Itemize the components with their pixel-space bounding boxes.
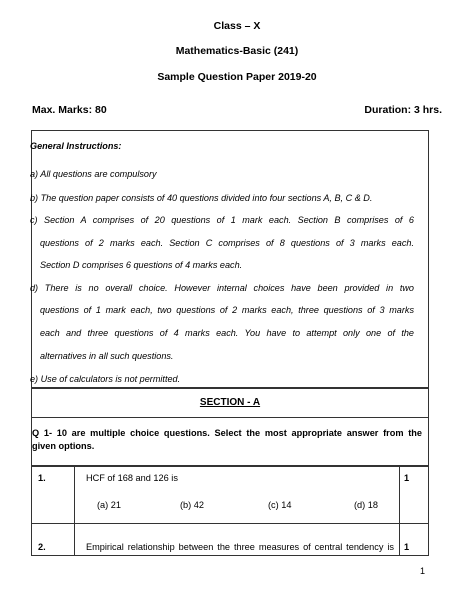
question-2-text: Empirical relationship between the three measures of central tendency is <box>86 542 394 552</box>
marks-duration-row <box>32 104 442 116</box>
instruction-d-line-3: each and three questions of 4 marks each. You have to attempt only one of the <box>40 328 414 338</box>
question-1-text: HCF of 168 and 126 is <box>86 473 178 483</box>
instruction-b: b) The question paper consists of 40 questions divided into four sections A, B, C & D. <box>30 193 373 203</box>
instruction-e: e) Use of calculators is not permitted. <box>30 374 181 384</box>
instruction-c-line-2: questions of 2 marks each. Section C comprises of 8 questions of 3 marks each. <box>40 238 414 248</box>
question-1-option-a: (a) 21 <box>97 500 122 510</box>
section-a-title-text: SECTION - A <box>199 397 261 408</box>
instruction-d-line-2: questions of 1 mark each, two questions of 2 marks each, three questions of 3 marks <box>40 305 414 315</box>
instruction-c-line-1: c) Section A comprises of 20 questions of 1 mark each. Section B comprises of 6 <box>30 215 414 225</box>
question-1-option-c: (c) 14 <box>268 500 292 510</box>
instruction-d-line-1: d) There is no overall choice. However internal choices have been provided in two <box>30 283 414 293</box>
column-divider <box>74 536 75 555</box>
paper-heading: Sample Question Paper 2019-20 <box>157 71 317 83</box>
column-divider <box>399 536 400 555</box>
subject-heading: Mathematics-Basic (241) <box>175 45 299 57</box>
question-1-option-d: (d) 18 <box>354 500 379 510</box>
question-1-marks: 1 <box>404 473 410 483</box>
instruction-c-line-3: Section D comprises 6 questions of 4 marks each. <box>40 260 243 270</box>
instruction-a: a) All questions are compulsory <box>30 169 157 179</box>
max-marks: Max. Marks: 80 <box>32 104 107 116</box>
mcq-note-line-2: given options. <box>32 441 95 451</box>
instructions-title: General Instructions: <box>30 141 122 151</box>
section-a-title <box>31 397 429 408</box>
duration: Duration: 3 hrs. <box>364 104 442 116</box>
class-heading: Class – X <box>213 20 261 32</box>
mcq-note-line-1: Q 1- 10 are multiple choice questions. Select the most appropriate answer from the <box>32 428 422 438</box>
question-1-option-b: (b) 42 <box>180 500 205 510</box>
page-number: 1 <box>420 566 426 576</box>
question-2-number: 2. <box>38 542 46 552</box>
instruction-d-line-4: alternatives in all such questions. <box>40 351 174 361</box>
question-2-marks: 1 <box>404 542 410 552</box>
question-1-number: 1. <box>38 473 46 483</box>
row-divider <box>32 523 428 524</box>
